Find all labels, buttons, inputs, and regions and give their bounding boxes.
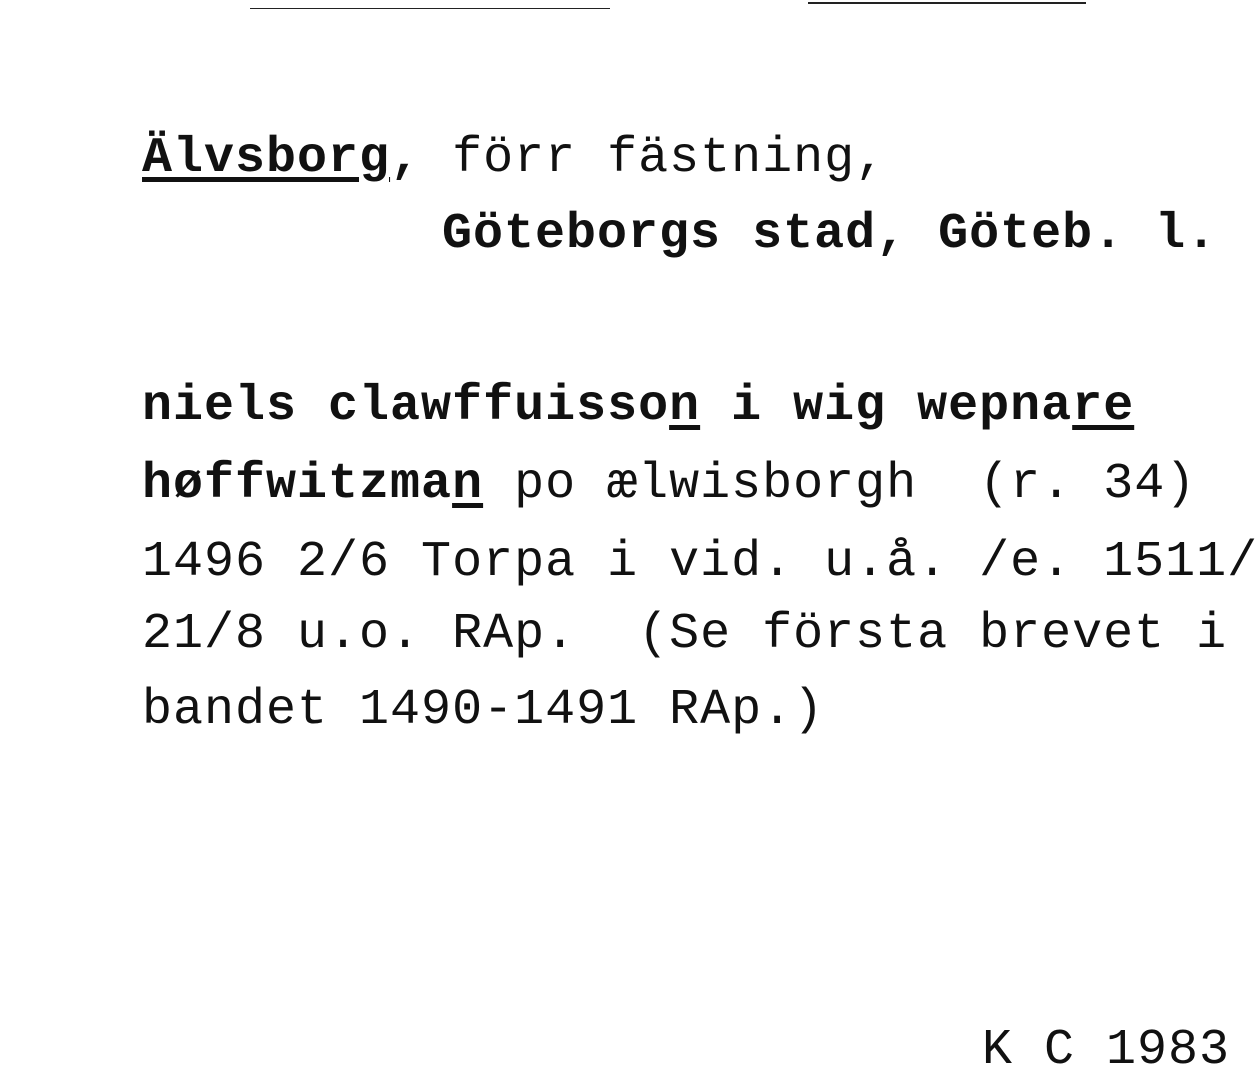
header-line-2 — [380, 160, 1218, 263]
top-scan-rule-right — [808, 2, 1086, 4]
entry-line-2-part-a: høffwitzma — [142, 456, 453, 513]
signature — [920, 976, 1231, 1079]
entry-line-3-text: 1496 2/6 Torpa i vid. u.å. /e. 1511/ — [142, 534, 1258, 591]
entry-line-1-part-a: niels clawffuisso — [142, 378, 670, 435]
entry-line-4-text: 21/8 u.o. RAp. (Se första brevet i — [142, 606, 1228, 663]
entry-line-1-underlined-b: re — [1072, 378, 1135, 435]
entry-line-2-part-b: po ælwisborgh (r. 34) — [483, 456, 1197, 513]
header-separator: , — [390, 130, 453, 187]
entry-line-1-part-b: i wig wepna — [700, 378, 1073, 435]
place-location: Göteborgs stad, Göteb. l. — [442, 206, 1218, 263]
top-scan-rule-left — [250, 8, 610, 9]
place-name: Älvsborg — [142, 130, 391, 187]
entry-line-1-underlined-a: n — [669, 378, 701, 435]
entry-line-5 — [80, 636, 825, 739]
signature-text: K C 1983 — [982, 1022, 1231, 1079]
place-description: förr fästning, — [452, 130, 887, 187]
entry-line-5-text: bandet 1490-1491 RAp.) — [142, 682, 825, 739]
entry-line-2-underlined: n — [452, 456, 484, 513]
